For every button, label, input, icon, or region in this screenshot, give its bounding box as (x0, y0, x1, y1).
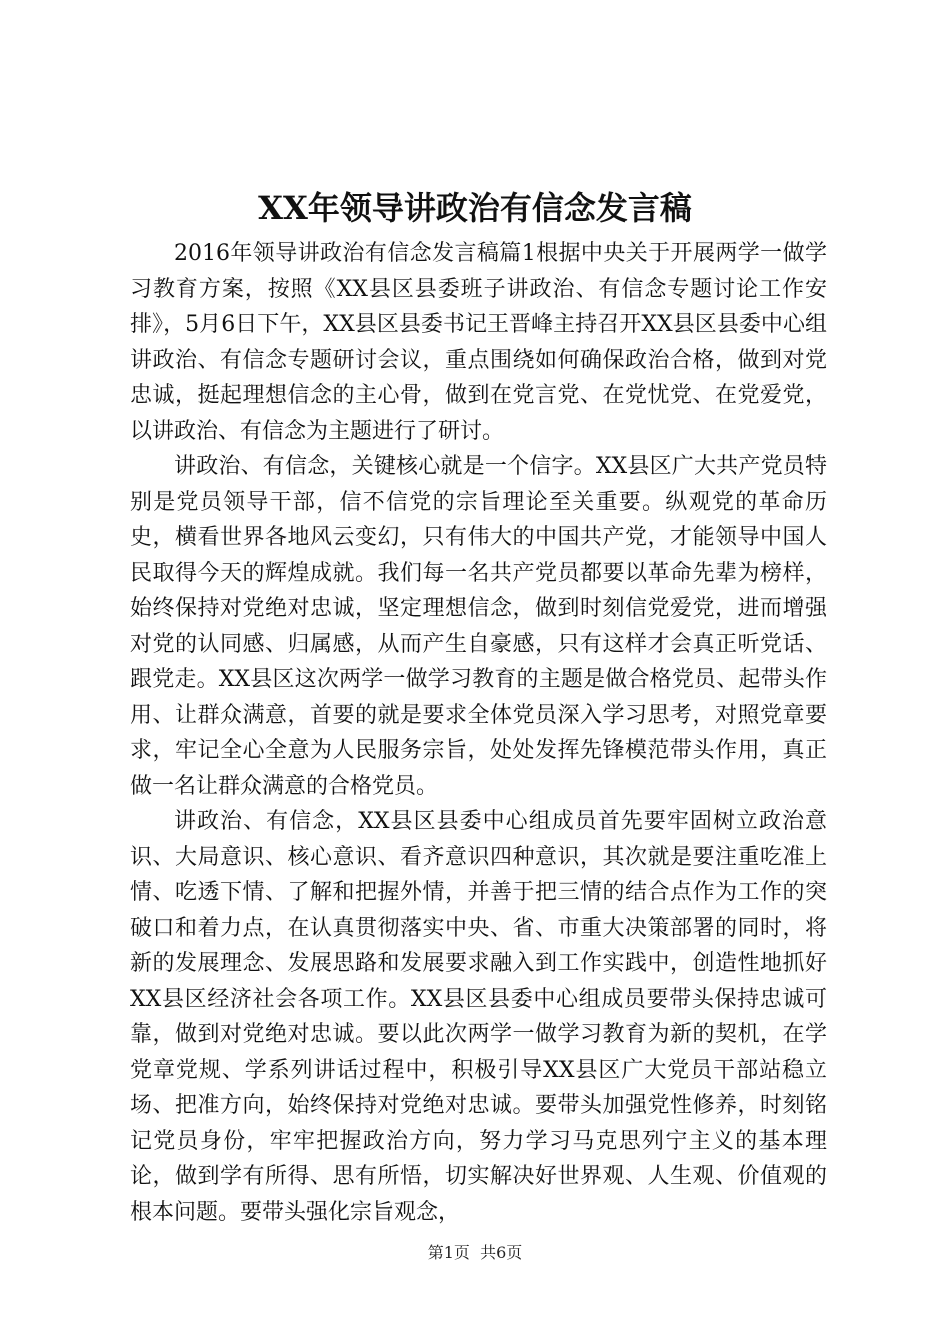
paragraph-2: 讲政治、有信念，关键核心就是一个信字。XX县区广大共产党员特别是党员领导干部，信不信党的宗旨理论至关重要。纵观党的革命历史，横看世界各地风云变幻，只有伟大的中国共产党，才能领导中国人民取得今天的辉煌成就。我们每一名共产党员都要以革命先辈为榜样，始终保持对党绝对忠诚，坚定理想信念，做到时刻信党爱党，进而增强对党的认同感、归属感，从而产生自豪感，只有这样才会真正听党话、跟党走。XX县区这次两学一做学习教育的主题是做合格党员、起带头作用、让群众满意，首要的就是要求全体党员深入学习思考，对照党章要求，牢记全心全意为人民服务宗旨，处处发挥先锋模范带头作用，真正做一名让群众满意的合格党员。 (130, 454, 827, 799)
page-footer (0, 1242, 950, 1264)
page-number: 第1页 共6页 (427, 1243, 523, 1262)
document-body (130, 236, 827, 1230)
document-title: XX年领导讲政治有信念发言稿 (258, 189, 692, 227)
paragraph-1: 2016年领导讲政治有信念发言稿篇1根据中央关于开展两学一做学习教育方案，按照《XX县区县委班子讲政治、有信念专题讨论工作安排》，5月6日下午，XX县区县委书记王晋峰主持召开XX县区县委中心组讲政治、有信念专题研讨会议，重点围绕如何确保政治合格，做到对党忠诚，挺起理想信念的主心骨，做到在党言党、在党忧党、在党爱党，以讲政治、有信念为主题进行了研讨。 (130, 241, 827, 444)
paragraph-3: 讲政治、有信念，XX县区县委中心组成员首先要牢固树立政治意识、大局意识、核心意识、看齐意识四种意识，其次就是要注重吃准上情、吃透下情、了解和把握外情，并善于把三情的结合点作为工作的突破口和着力点，在认真贯彻落实中央、省、市重大决策部署的同时，将新的发展理念、发展思路和发展要求融入到工作实践中，创造性地抓好XX县区经济社会各项工作。XX县区县委中心组成员要带头保持忠诚可靠，做到对党绝对忠诚。要以此次两学一做学习教育为新的契机，在学党章党规、学系列讲话过程中，积极引导XX县区广大党员干部站稳立场、把准方向，始终保持对党绝对忠诚。要带头加强党性修养，时刻铭记党员身份，牢牢把握政治方向，努力学习马克思列宁主义的基本理论，做到学有所得、思有所悟，切实解决好世界观、人生观、价值观的根本问题。要带头强化宗旨观念， (130, 809, 827, 1225)
